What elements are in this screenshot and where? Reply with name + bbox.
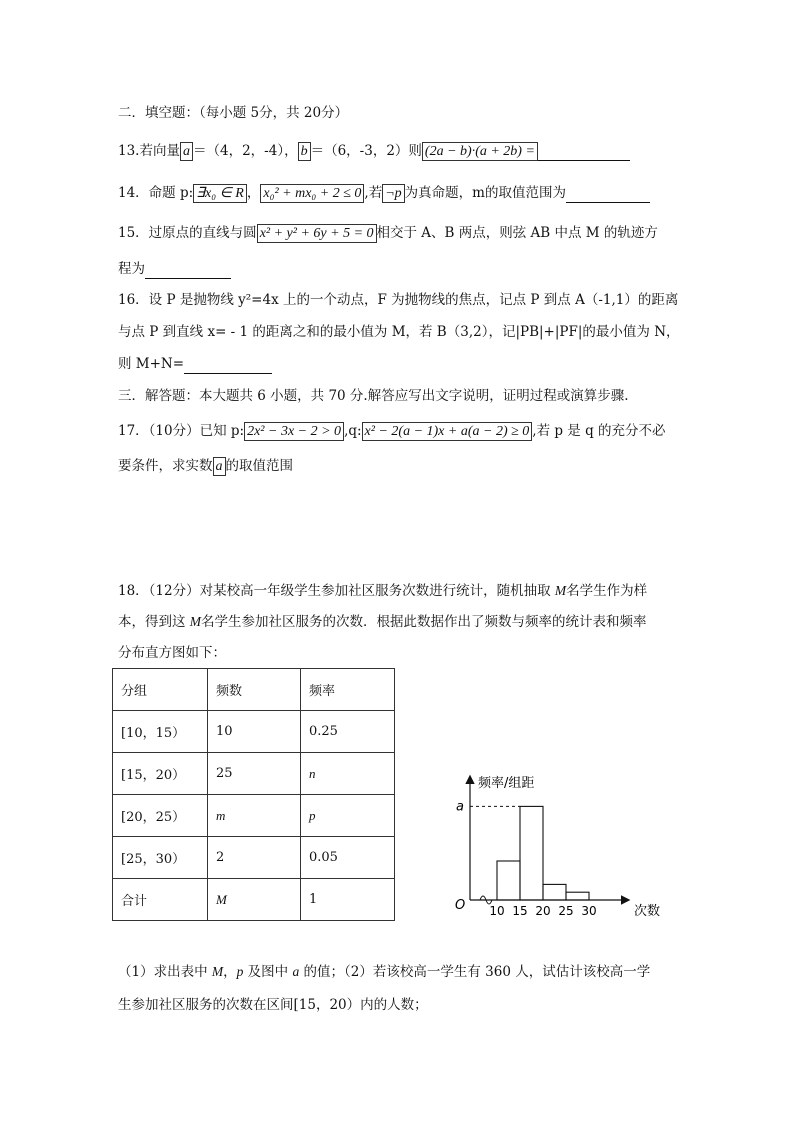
table-cell: p [301,795,395,837]
histogram-bars [470,806,589,900]
table-cell: [10，15） [113,711,208,753]
q14-box-inequality: x₀² + mx₀ + 2 ≤ 0 [260,184,364,203]
x-tick-label: 30 [581,904,597,918]
q13-eq2: ＝（6，-3，2）则 [310,143,422,159]
q18-part1-p: p [236,964,244,979]
q15-circle-box: x² + y² + 6y + 5 = 0 [257,224,377,243]
q18-var-M-2: M [189,614,202,629]
q14-comma: ， [246,185,261,201]
table-cell: 合计 [113,879,208,921]
table-cell: 2 [208,837,301,879]
table-cell: 10 [208,711,301,753]
frequency-histogram [440,765,680,930]
q14-mid: ,若 [364,185,383,201]
q17-line2a: 要条件，求实数 [118,458,213,474]
q16-line3: 则 M+N= [118,356,185,372]
q17-p-box: 2x² − 3x − 2 > 0 [244,422,344,441]
q18-part1b: 及图中 [243,964,293,980]
histogram-bar [543,884,566,900]
q18-line2 [118,612,647,632]
q18-line1 [118,581,647,601]
table-header-row [113,669,395,711]
q13-prefix: 13.若向量 [118,143,180,159]
q18-part1-comma: ， [223,964,237,980]
q14-prefix: 14．命题 p: [118,185,194,201]
q15-suffix: 相交于 A、B 两点，则弦 AB 中点 M 的轨迹方 [376,225,658,241]
q17-line2b: 的取值范围 [225,458,293,474]
table-cell: [15，20） [113,753,208,795]
table-cell: m [208,795,301,837]
table-cell: [25，30） [113,837,208,879]
table-row [113,711,395,753]
table-cell: M [208,879,301,921]
q18-part1c: 的值；（2）若该校高一学生有 360 人，试估计该校高一学 [299,964,651,980]
vector-b-box: b [298,142,311,161]
table-cell: 0.05 [301,837,395,879]
q18-part2: 生参加社区服务的次数在区间[15，20）内的人数； [118,997,428,1013]
q18-part1-M: M [211,964,224,979]
q18-part1 [118,962,650,982]
frequency-table [112,668,395,921]
q18-var-M: M [554,583,567,598]
section-2-heading: 二．填空题：（每小题 5分，共 20分） [118,105,349,121]
x-tick-label: 15 [512,904,528,918]
histogram-bar [520,806,543,900]
q18-line2a: 本，得到这 [118,614,190,630]
x-tick-labels [489,904,596,918]
q13-eq1: ＝（4，2，-4）， [192,143,298,159]
q18-line2b: 名学生参加社区服务的次数．根据此数据作出了频数与频率的统计表和频率 [201,614,647,630]
question-13 [118,141,630,161]
table-cell: [20，25） [113,795,208,837]
table-cell: 1 [301,879,395,921]
q15-prefix: 15．过原点的直线与圆 [118,225,257,241]
q18-line1a: 18．（12分）对某校高一年级学生参加社区服务次数进行统计，随机抽取 [118,583,555,599]
q16-answer-blank [184,359,272,374]
table-row [113,879,395,921]
question-15 [118,223,658,243]
table-row [113,753,395,795]
question-14 [118,183,650,203]
y-axis-label: 频率/组距 [478,776,535,791]
table-cell: 25 [208,753,301,795]
q17-var-a-box: a [213,457,226,476]
question-17-line2 [118,456,293,476]
table-cell: n [301,753,395,795]
q16-line1: 16．设 P 是抛物线 y²=4x 上的一个动点，F 为抛物线的焦点，记点 P 到点 A（-1,1）的距离 [118,292,679,308]
q17-prefix: 17．（10分）已知 p: [118,423,245,439]
q18-line3: 分布直方图如下： [118,645,226,661]
histogram-bar [566,892,589,900]
table-row [113,837,395,879]
section-3-heading: 三．解答题：本大题共 6 小题，共 70 分.解答应写出文字说明，证明过程或演算步骤. [118,388,629,404]
q18-line1b: 名学生作为样 [566,583,648,599]
q15-answer-blank [145,264,231,279]
q15-line2: 程为 [118,261,145,277]
q14-box-not-p: ¬p [382,184,404,203]
table-header-cell: 频率 [301,669,395,711]
q14-answer-blank [566,188,650,203]
q13-expression-box: (2a − b)·(a + 2b) = [422,142,538,161]
question-17 [118,421,666,441]
table-cell: 0.25 [301,711,395,753]
q16-line2: 与点 P 到直线 x= - 1 的距离之和的最小值为 M，若 B（3,2），记|PB|+|PF|的最小值为 N， [118,324,680,340]
question-15-line2 [118,259,231,279]
vector-a-box: a [180,142,193,161]
table-header-cell: 分组 [113,669,208,711]
q18-part1-a: a [292,964,300,979]
q18-part1a: （1）求出表中 [118,964,212,980]
table-row [113,795,395,837]
origin-label: O [455,898,466,913]
q17-suffix: ,若 p 是 q 的充分不必 [532,423,666,439]
q17-q-box: x² − 2(a − 1)x + a(a − 2) ≥ 0 [362,422,533,441]
question-16-line3 [118,354,272,374]
x-tick-label: 25 [558,904,574,918]
histogram-bar [497,861,520,900]
table-header-cell: 频数 [208,669,301,711]
q14-suffix: 为真命题，m的取值范围为 [404,185,566,201]
x-tick-label: 10 [489,904,505,918]
x-axis-label: 次数 [634,904,661,919]
a-label: a [456,799,464,815]
q17-mid: ,q: [344,423,362,439]
q13-answer-blank [538,146,630,161]
x-tick-label: 20 [535,904,551,918]
q14-box-exists: ∃x₀ ∈ R [193,184,247,203]
